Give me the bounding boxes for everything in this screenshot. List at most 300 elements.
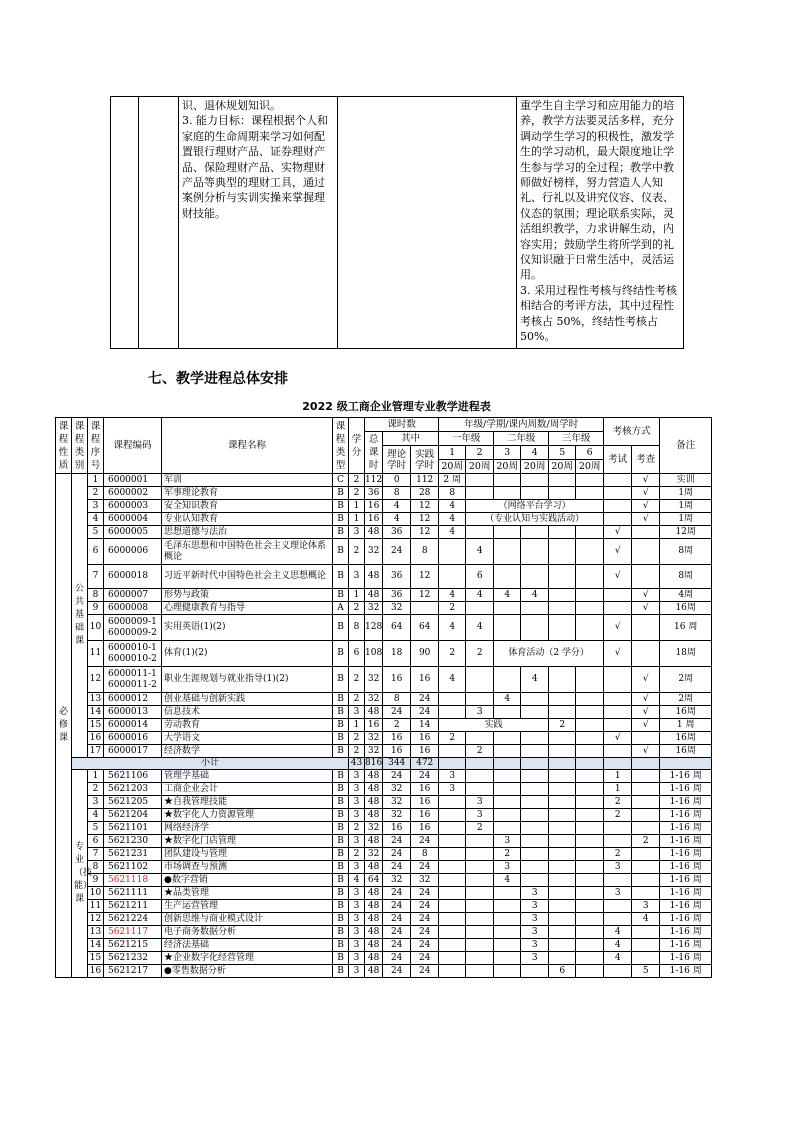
header-sem-4: 4 xyxy=(521,446,549,460)
check-mark xyxy=(632,939,660,952)
course-total-hours: 32 xyxy=(365,602,383,615)
course-practice-hours: 12 xyxy=(411,500,439,513)
course-total-hours: 32 xyxy=(365,667,383,693)
course-practice-hours xyxy=(411,602,439,615)
course-practice-hours: 90 xyxy=(411,641,439,667)
course-total-hours: 16 xyxy=(365,500,383,513)
course-name: 劳动教育 xyxy=(162,719,333,732)
semester-hours-1 xyxy=(439,745,466,758)
course-code: 5621111 xyxy=(104,887,162,900)
semester-hours-3 xyxy=(494,615,521,641)
semester-hours-2: 4 xyxy=(466,589,494,602)
course-note: 1-16 周 xyxy=(660,965,712,978)
header-year1: 一年级 xyxy=(439,432,494,446)
course-practice-hours: 16 xyxy=(411,745,439,758)
table-row xyxy=(56,939,712,952)
semester-hours-1: 2 xyxy=(439,602,466,615)
course-total-hours: 48 xyxy=(365,526,383,539)
table-row xyxy=(56,809,712,822)
course-seq: 1 xyxy=(88,770,104,783)
semester-hours-4 xyxy=(521,965,549,978)
course-type: B xyxy=(333,939,349,952)
semester-hours-3 xyxy=(494,565,521,589)
semester-hours-1: 4 xyxy=(439,667,466,693)
table-row xyxy=(56,848,712,861)
span-note: （网络平台学习） xyxy=(466,500,604,513)
course-type: B xyxy=(333,926,349,939)
course-total-hours: 48 xyxy=(365,952,383,965)
course-credit: 2 xyxy=(349,693,365,706)
course-note: 1-16 周 xyxy=(660,796,712,809)
semester-hours-6 xyxy=(576,913,604,926)
course-code: 5621118 xyxy=(104,874,162,887)
subtotal-empty xyxy=(466,758,494,770)
subtotal-empty xyxy=(660,758,712,770)
semester-hours-3 xyxy=(494,732,521,745)
semester-hours-4: 3 xyxy=(521,913,549,926)
course-credit: 2 xyxy=(349,474,365,487)
course-type: B xyxy=(333,500,349,513)
course-code: 5621101 xyxy=(104,822,162,835)
table-row xyxy=(56,706,712,719)
check-mark xyxy=(632,641,660,667)
semester-hours-4 xyxy=(521,848,549,861)
semester-hours-1 xyxy=(439,900,466,913)
semester-hours-3 xyxy=(494,487,521,500)
semester-hours-3 xyxy=(494,796,521,809)
course-practice-hours: 16 xyxy=(411,809,439,822)
course-seq: 4 xyxy=(88,513,104,526)
course-total-hours: 48 xyxy=(365,589,383,602)
course-note: 1-16 周 xyxy=(660,822,712,835)
course-theory-hours: 24 xyxy=(383,952,411,965)
course-seq: 7 xyxy=(88,848,104,861)
course-credit: 2 xyxy=(349,667,365,693)
header-weeks-1: 20周 xyxy=(439,460,466,474)
header-hours-group: 课时数 xyxy=(365,418,439,432)
exam-mark: √ xyxy=(604,565,632,589)
course-code: 6000001 xyxy=(104,474,162,487)
course-note: 1-16 周 xyxy=(660,900,712,913)
semester-hours-1: 4 xyxy=(439,526,466,539)
course-seq: 10 xyxy=(88,615,104,641)
semester-hours-5 xyxy=(549,667,576,693)
table-row xyxy=(56,589,712,602)
exam-mark: 4 xyxy=(604,952,632,965)
course-type: B xyxy=(333,822,349,835)
subtotal-total: 816 xyxy=(365,758,383,768)
subtotal-row xyxy=(56,758,712,770)
subtotal-empty xyxy=(549,758,576,770)
course-credit: 3 xyxy=(349,706,365,719)
course-seq: 10 xyxy=(88,887,104,900)
course-seq: 2 xyxy=(88,487,104,500)
table-row xyxy=(56,667,712,693)
check-mark: √ xyxy=(632,706,660,719)
course-seq: 11 xyxy=(88,641,104,667)
course-theory-hours: 24 xyxy=(383,939,411,952)
course-seq: 15 xyxy=(88,719,104,732)
check-mark xyxy=(632,861,660,874)
semester-hours-4 xyxy=(521,539,549,565)
course-seq: 4 xyxy=(88,809,104,822)
semester-hours-5 xyxy=(549,565,576,589)
semester-hours-3 xyxy=(494,770,521,783)
course-practice-hours: 12 xyxy=(411,565,439,589)
course-total-hours: 32 xyxy=(365,745,383,758)
check-mark: √ xyxy=(632,719,660,732)
semester-hours-4: 3 xyxy=(521,900,549,913)
table-row xyxy=(56,796,712,809)
semester-hours-2 xyxy=(466,861,494,874)
course-name: 工商企业会计 xyxy=(162,783,333,796)
group-professional-label: 专业（技能）课 xyxy=(72,770,88,978)
semester-hours-1: 4 xyxy=(439,589,466,602)
header-year2: 二年级 xyxy=(494,432,549,446)
header-exam: 考试 xyxy=(604,446,632,474)
semester-hours-4 xyxy=(521,565,549,589)
exam-mark: 1 xyxy=(604,783,632,796)
table-row xyxy=(56,926,712,939)
semester-hours-2 xyxy=(466,848,494,861)
course-code: 6000003 xyxy=(104,500,162,513)
course-practice-hours: 24 xyxy=(411,965,439,978)
course-type: B xyxy=(333,913,349,926)
semester-hours-4: 3 xyxy=(521,887,549,900)
course-total-hours: 16 xyxy=(365,719,383,732)
course-theory-hours: 32 xyxy=(383,783,411,796)
course-note: 4周 xyxy=(660,589,712,602)
subtotal-empty xyxy=(521,758,549,770)
semester-hours-6 xyxy=(576,693,604,706)
semester-hours-2: 3 xyxy=(466,809,494,822)
semester-hours-3 xyxy=(494,474,521,487)
semester-hours-2 xyxy=(466,965,494,978)
semester-hours-4 xyxy=(521,874,549,887)
course-total-hours: 112 xyxy=(365,474,383,485)
semester-hours-5 xyxy=(549,745,576,758)
course-note: 2周 xyxy=(660,693,712,706)
semester-hours-6 xyxy=(576,526,604,539)
course-name: 管理学基础 xyxy=(162,770,333,783)
course-note: 16周 xyxy=(660,745,712,758)
check-mark: 4 xyxy=(632,913,660,926)
table-row xyxy=(56,513,712,526)
semester-hours-2 xyxy=(466,913,494,926)
course-seq: 14 xyxy=(88,939,104,952)
course-name: 体育(1)(2) xyxy=(162,641,333,667)
semester-hours-6 xyxy=(576,706,604,719)
check-mark: √ xyxy=(632,745,660,758)
course-practice-hours: 12 xyxy=(411,526,439,539)
semester-hours-4: 4 xyxy=(521,589,549,602)
check-mark xyxy=(632,796,660,809)
semester-hours-1: 2 xyxy=(439,641,466,667)
course-credit: 2 xyxy=(349,602,365,615)
semester-hours-3 xyxy=(494,706,521,719)
check-mark xyxy=(632,952,660,965)
exam-mark: 3 xyxy=(604,861,632,874)
course-seq: 3 xyxy=(88,500,104,513)
table-row xyxy=(56,615,712,641)
course-practice-hours: 24 xyxy=(411,861,439,874)
header-exam-group: 考核方式 xyxy=(604,418,660,446)
exam-mark: √ xyxy=(604,526,632,539)
course-code: 6000006 xyxy=(104,539,162,565)
course-name: 网络经济学 xyxy=(162,822,333,835)
header-theory: 理论学时 xyxy=(383,446,411,474)
course-theory-hours: 24 xyxy=(383,848,411,861)
semester-hours-5 xyxy=(549,835,576,848)
course-credit: 3 xyxy=(349,796,365,809)
course-seq: 9 xyxy=(88,874,104,887)
course-note: 1-16 周 xyxy=(660,926,712,939)
check-mark: √ xyxy=(632,602,660,615)
semester-hours-5 xyxy=(549,539,576,565)
course-total-hours: 48 xyxy=(365,861,383,874)
course-note: 1-16 周 xyxy=(660,770,712,783)
course-code: 5621215 xyxy=(104,939,162,952)
course-credit: 3 xyxy=(349,900,365,913)
header-year3: 三年级 xyxy=(549,432,604,446)
semester-hours-2 xyxy=(466,887,494,900)
course-theory-hours: 24 xyxy=(383,913,411,926)
course-seq: 17 xyxy=(88,745,104,758)
course-practice-hours: 16 xyxy=(411,822,439,835)
semester-hours-1 xyxy=(439,822,466,835)
course-theory-hours: 16 xyxy=(383,667,411,693)
semester-hours-1 xyxy=(439,835,466,848)
exam-mark: 2 xyxy=(604,796,632,809)
course-name: 生产运营管理 xyxy=(162,900,333,913)
course-practice-hours: 64 xyxy=(411,615,439,641)
course-credit: 3 xyxy=(349,783,365,796)
header-weeks-3: 20周 xyxy=(494,460,521,474)
check-mark xyxy=(632,526,660,539)
course-practice-hours: 32 xyxy=(411,874,439,887)
check-mark: √ xyxy=(632,500,660,513)
course-type: B xyxy=(333,835,349,848)
course-note: 1-16 周 xyxy=(660,939,712,952)
semester-hours-3: 3 xyxy=(494,835,521,848)
semester-hours-6 xyxy=(576,887,604,900)
course-credit: 6 xyxy=(349,641,365,667)
course-name: 创新思维与商业模式设计 xyxy=(162,913,333,926)
semester-hours-4 xyxy=(521,602,549,615)
course-code: 6000014 xyxy=(104,719,162,732)
methods-text: 重学生自主学习和应用能力的培养，教学方法要灵活多样，充分调动学生学习的积极性，激发学生的学习动机，最大限度地让学生参与学习的全过程；教学中教师做好榜样，努力营造人人知礼、行礼以及讲究仪容、仪表、仪态的氛围；理论联系实际，灵活组织教学，力求讲解生动，内容实用；鼓励学生将所学到的礼仪知识融于日常生活中，灵活运用。 3. 采用过程性考核与终结性考核相结合的考评方法，其中过程性考核占 50%，终结性考核占 50%。 xyxy=(520,99,677,344)
course-note: 1 周 xyxy=(660,719,712,732)
semester-hours-2: 3 xyxy=(466,796,494,809)
check-mark: √ xyxy=(632,513,660,526)
semester-hours-2 xyxy=(466,926,494,939)
semester-hours-1 xyxy=(439,539,466,565)
course-theory-hours: 32 xyxy=(383,874,411,887)
semester-hours-2: 2 xyxy=(466,641,494,667)
exam-mark xyxy=(604,965,632,978)
course-note: 1-16 周 xyxy=(660,952,712,965)
table-row xyxy=(56,874,712,887)
course-practice-hours: 24 xyxy=(411,887,439,900)
semester-hours-3 xyxy=(494,539,521,565)
course-note: 16周 xyxy=(660,706,712,719)
course-seq: 2 xyxy=(88,783,104,796)
course-seq: 6 xyxy=(88,835,104,848)
course-name: 职业生涯规划与就业指导(1)(2) xyxy=(162,667,333,693)
course-credit: 2 xyxy=(349,848,365,861)
course-name: 团队建设与管理 xyxy=(162,848,333,861)
semester-hours-1: 2 周 xyxy=(439,474,466,487)
semester-hours-6 xyxy=(576,965,604,978)
check-mark: 2 xyxy=(632,835,660,848)
exam-mark: 4 xyxy=(604,926,632,939)
semester-hours-1 xyxy=(439,913,466,926)
course-seq: 3 xyxy=(88,796,104,809)
course-total-hours: 32 xyxy=(365,822,383,835)
course-type: A xyxy=(333,602,349,615)
semester-hours-6 xyxy=(576,848,604,861)
course-total-hours: 48 xyxy=(365,796,383,809)
course-credit: 3 xyxy=(349,526,365,539)
semester-hours-3 xyxy=(494,952,521,965)
course-note: 1周 xyxy=(660,500,712,513)
semester-hours-5 xyxy=(549,809,576,822)
header-weeks-5: 20周 xyxy=(549,460,576,474)
course-code: 5621203 xyxy=(104,783,162,796)
table-title: 2022 级工商企业管理专业教学进程表 xyxy=(302,400,491,413)
semester-hours-3 xyxy=(494,602,521,615)
course-type: B xyxy=(333,693,349,706)
semester-hours-1: 4 xyxy=(439,513,466,526)
course-code: 5621205 xyxy=(104,796,162,809)
table-row xyxy=(56,732,712,745)
course-type: B xyxy=(333,667,349,693)
table-row xyxy=(56,487,712,500)
semester-hours-5 xyxy=(549,926,576,939)
semester-hours-3 xyxy=(494,965,521,978)
course-type: B xyxy=(333,745,349,758)
course-practice-hours: 12 xyxy=(411,513,439,526)
course-practice-hours: 8 xyxy=(411,848,439,861)
header-note: 备注 xyxy=(660,418,712,474)
course-type: B xyxy=(333,874,349,887)
course-name: 经济法基础 xyxy=(162,939,333,952)
course-code: 5621231 xyxy=(104,848,162,861)
semester-hours-1 xyxy=(439,939,466,952)
course-seq: 8 xyxy=(88,589,104,602)
semester-hours-5 xyxy=(549,706,576,719)
table-row xyxy=(56,952,712,965)
table-row xyxy=(56,602,712,615)
semester-hours-3 xyxy=(494,926,521,939)
course-credit: 2 xyxy=(349,732,365,745)
course-name: 军事理论教育 xyxy=(162,487,333,500)
course-name: 实用英语(1)(2) xyxy=(162,615,333,641)
check-mark xyxy=(632,770,660,783)
semester-hours-6 xyxy=(576,926,604,939)
semester-hours-6 xyxy=(576,589,604,602)
course-name: 毛泽东思想和中国特色社会主义理论体系概论 xyxy=(162,539,333,565)
course-theory-hours: 24 xyxy=(383,887,411,900)
exam-mark: 2 xyxy=(604,848,632,861)
course-credit: 8 xyxy=(349,615,365,641)
course-note: 1-16 周 xyxy=(660,783,712,796)
course-total-hours: 128 xyxy=(365,615,383,641)
subtotal-empty xyxy=(632,758,660,770)
course-note: 1-16 周 xyxy=(660,913,712,926)
check-mark xyxy=(632,848,660,861)
exam-mark xyxy=(604,513,632,526)
course-seq: 16 xyxy=(88,732,104,745)
course-theory-hours: 24 xyxy=(383,926,411,939)
course-name: 信息技术 xyxy=(162,706,333,719)
course-seq: 11 xyxy=(88,900,104,913)
course-total-hours: 48 xyxy=(365,809,383,822)
semester-hours-6 xyxy=(576,667,604,693)
semester-hours-4 xyxy=(521,615,549,641)
semester-hours-4: 3 xyxy=(521,926,549,939)
course-code: 6000018 xyxy=(104,565,162,589)
check-mark: √ xyxy=(632,474,660,487)
semester-hours-5 xyxy=(549,939,576,952)
semester-hours-3 xyxy=(494,887,521,900)
table-row xyxy=(56,526,712,539)
header-sem-3: 3 xyxy=(494,446,521,460)
course-name: ●零售数据分析 xyxy=(162,965,333,978)
course-type: B xyxy=(333,719,349,732)
subtotal-practice: 472 xyxy=(411,758,439,770)
course-name: ★数字化人力资源管理 xyxy=(162,809,333,822)
course-type: B xyxy=(333,965,349,978)
semester-hours-5 xyxy=(549,848,576,861)
semester-hours-2 xyxy=(466,939,494,952)
course-credit: 3 xyxy=(349,926,365,939)
subtotal-credit: 43 xyxy=(349,758,365,770)
semester-hours-2 xyxy=(466,474,494,487)
course-theory-hours: 36 xyxy=(383,589,411,602)
semester-hours-1 xyxy=(439,706,466,719)
check-mark xyxy=(632,809,660,822)
semester-hours-2: 4 xyxy=(466,615,494,641)
exam-mark xyxy=(604,693,632,706)
semester-hours-4 xyxy=(521,732,549,745)
semester-hours-6 xyxy=(576,732,604,745)
header-name: 课程名称 xyxy=(162,418,333,474)
semester-hours-5: 6 xyxy=(549,965,576,978)
course-name: 形势与政策 xyxy=(162,589,333,602)
course-note: 1-16 周 xyxy=(660,874,712,887)
check-mark: 3 xyxy=(632,900,660,913)
course-code: 6000007 xyxy=(104,589,162,602)
semester-hours-3: 4 xyxy=(494,693,521,706)
blank-cell xyxy=(139,97,179,349)
semester-hours-5 xyxy=(549,796,576,809)
course-theory-hours: 24 xyxy=(383,770,411,783)
course-total-hours: 32 xyxy=(365,732,383,745)
course-practice-hours: 12 xyxy=(411,589,439,602)
exam-mark xyxy=(604,913,632,926)
course-credit: 3 xyxy=(349,965,365,978)
span-note: 体育活动（2 学分） xyxy=(494,641,604,667)
course-code: 6000009-1 6000009-2 xyxy=(104,615,162,641)
semester-hours-5 xyxy=(549,783,576,796)
course-total-hours: 48 xyxy=(365,900,383,913)
objectives-cell xyxy=(179,97,338,349)
semester-hours-4 xyxy=(521,474,549,487)
course-total-hours: 48 xyxy=(365,913,383,926)
semester-hours-3: 4 xyxy=(494,589,521,602)
course-theory-hours: 32 xyxy=(383,809,411,822)
